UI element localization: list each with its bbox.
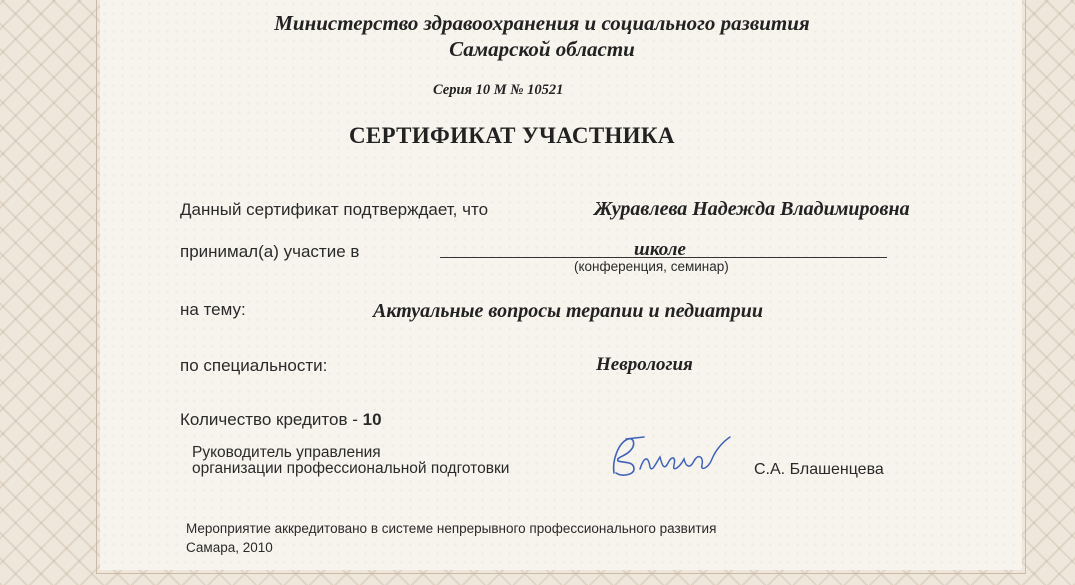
accreditation-line: Мероприятие аккредитовано в системе непрерывного профессионального развития [186,521,717,536]
ministry-line-1: Министерство здравоохранения и социального развития [274,11,810,35]
participated-label: принимал(а) участие в [180,242,360,261]
head-title-line-1: Руководитель управления [192,444,381,461]
signature-image [604,433,736,483]
event-type-hint: (конференция, семинар) [574,259,729,274]
head-title-line-2: организации профессиональной подготовки [192,460,510,477]
credits-label: Количество кредитов - [180,410,358,429]
confirms-label: Данный сертификат подтверждает, что [180,200,489,219]
head-name: С.А. Блашенцева [754,461,884,478]
ministry-header [262,10,822,62]
ministry-line-2: Самарской области [449,37,635,61]
certificate-title: СЕРТИФИКАТ УЧАСТНИКА [349,123,675,148]
credits-row [180,410,382,430]
credits-value: 10 [362,410,382,429]
specialty-label: по специальности: [180,356,328,375]
participant-name: Журавлева Надежда Владимировна [594,198,910,220]
specialty-value: Неврология [596,354,693,375]
place-year: Самара, 2010 [186,540,273,555]
topic-label: на тему: [180,300,246,319]
event-type: школе [634,239,686,260]
series-number: Серия 10 М № 10521 [433,82,564,98]
head-title [192,445,509,477]
topic-value: Актуальные вопросы терапии и педиатрии [373,300,763,322]
